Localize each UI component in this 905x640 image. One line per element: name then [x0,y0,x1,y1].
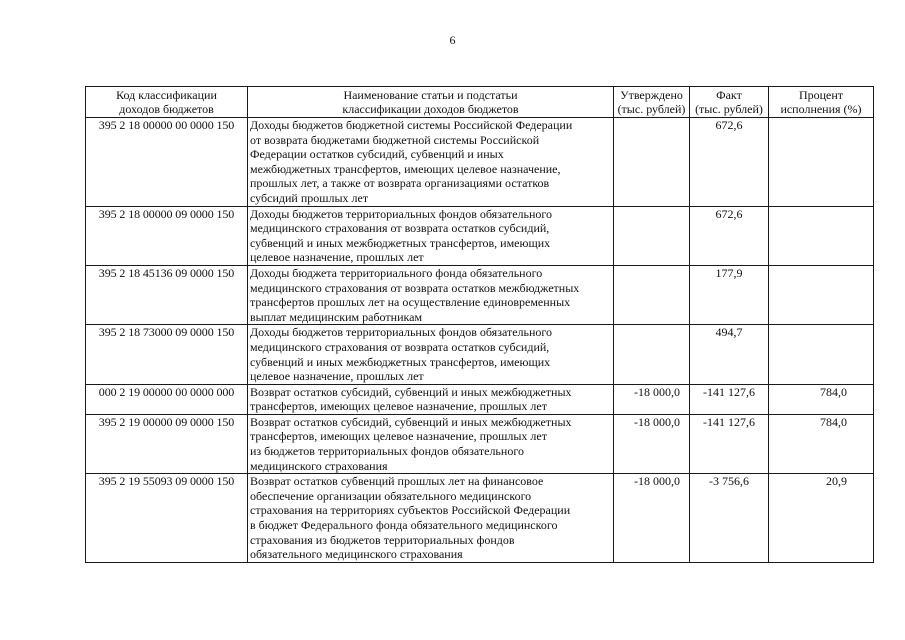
name-line: трансфертов прошлых лет на осуществление единовременных [250,295,571,310]
header-text: исполнения (%) [780,102,862,116]
cell-name [248,265,614,324]
header-text: Утверждено [620,88,683,102]
name-line: субвенций и иных межбюджетных трансфертов, имеющих [250,235,551,250]
cell-approved: -18 000,0 [614,414,690,473]
cell-code: 395 2 19 00000 09 0000 150 [86,414,248,473]
name-line: Доходы бюджетов территориальных фондов обязательного [250,325,553,340]
name-line: медицинского страхования от возврата остатков субсидий, [250,339,550,354]
cell-fact: 672,6 [690,206,769,265]
header-text: Процент [798,88,844,102]
cell-name [248,325,614,384]
cell-percent: 20,9 [769,474,874,563]
cell-percent [769,206,874,265]
cell-approved [614,206,690,265]
header-approved [614,87,690,118]
name-line: трансфертов, имеющих целевое назначение, прошлых лет [250,429,547,444]
cell-fact: 672,6 [690,118,769,207]
header-text: (тыс. рублей) [695,102,763,116]
table-header-row [86,87,874,118]
name-line: в бюджет Федерального фонда обязательного медицинского [250,518,558,533]
cell-fact: 177,9 [690,265,769,324]
name-line: Федерации остатков субсидий, субвенций и иных [250,147,504,162]
cell-name [248,474,614,563]
name-line: субвенций и иных межбюджетных трансфертов, имеющих [250,354,551,369]
name-line: целевое назначение, прошлых лет [250,369,424,384]
cell-code: 395 2 18 73000 09 0000 150 [86,325,248,384]
name-line: прошлых лет, а также от возврата организациями остатков [250,176,550,191]
table-row [86,206,874,265]
cell-code: 395 2 19 55093 09 0000 150 [86,474,248,563]
name-line: обязательного медицинского страхования [250,547,463,562]
header-text: Наименование статьи и подстатьи [343,88,518,102]
table-row [86,265,874,324]
table-row [86,384,874,414]
name-line: медицинского страхования от возврата остатков субсидий, [250,221,550,236]
cell-percent: 784,0 [769,384,874,414]
name-line: выплат медицинским работникам [250,309,423,324]
cell-percent: 784,0 [769,414,874,473]
header-code [86,87,248,118]
header-percent [769,87,874,118]
budget-revenue-table [85,86,874,563]
header-text: Код классификации [116,88,217,102]
name-line: медицинского страхования от возврата остатков межбюджетных [250,280,580,295]
cell-code: 000 2 19 00000 00 0000 000 [86,384,248,414]
cell-fact: 494,7 [690,325,769,384]
cell-name [248,414,614,473]
table-row [86,414,874,473]
cell-fact: -3 756,6 [690,474,769,563]
table-row [86,474,874,563]
cell-code: 395 2 18 00000 00 0000 150 [86,118,248,207]
name-line: Доходы бюджетов территориальных фондов обязательного [250,206,553,221]
header-text: доходов бюджетов [119,102,214,116]
name-line: от возврата бюджетами бюджетной системы Российской [250,132,540,147]
name-line: Доходы бюджета территориального фонда обязательного [250,265,543,280]
cell-fact: -141 127,6 [690,414,769,473]
cell-code: 395 2 18 45136 09 0000 150 [86,265,248,324]
name-line: медицинского страхования [250,458,388,473]
cell-name [248,118,614,207]
cell-code: 395 2 18 00000 09 0000 150 [86,206,248,265]
name-line: Доходы бюджетов бюджетной системы Российской Федерации [250,118,573,132]
name-line: Возврат остатков субвенций прошлых лет на финансовое [250,474,544,489]
header-text: классификации доходов бюджетов [342,102,519,116]
header-fact [690,87,769,118]
cell-approved [614,118,690,207]
cell-name [248,206,614,265]
page-number: 6 [449,33,456,47]
table-row [86,118,874,207]
cell-percent [769,265,874,324]
name-line: из бюджетов территориальных фондов обязательного [250,444,524,459]
table-body [86,118,874,563]
name-line: трансфертов, имеющих целевое назначение, прошлых лет [250,399,547,414]
name-line: межбюджетных трансфертов, имеющих целевое назначение, [250,161,561,176]
name-line: Возврат остатков субсидий, субвенций и иных межбюджетных [250,384,572,399]
cell-fact: -141 127,6 [690,384,769,414]
cell-name [248,384,614,414]
name-line: страхования на территориях субъектов Российской Федерации [250,503,571,518]
cell-approved [614,265,690,324]
name-line: страхования из бюджетов территориальных фондов [250,532,515,547]
header-name [248,87,614,118]
name-line: обеспечение организации обязательного медицинского [250,488,532,503]
cell-approved: -18 000,0 [614,384,690,414]
cell-percent [769,325,874,384]
cell-approved [614,325,690,384]
cell-percent [769,118,874,207]
name-line: субсидий прошлых лет [250,190,369,205]
header-text: Факт [716,88,742,102]
header-text: (тыс. рублей) [617,102,686,116]
name-line: целевое назначение, прошлых лет [250,250,424,265]
table-row [86,325,874,384]
name-line: Возврат остатков субсидий, субвенций и иных межбюджетных [250,414,572,429]
cell-approved: -18 000,0 [614,474,690,563]
